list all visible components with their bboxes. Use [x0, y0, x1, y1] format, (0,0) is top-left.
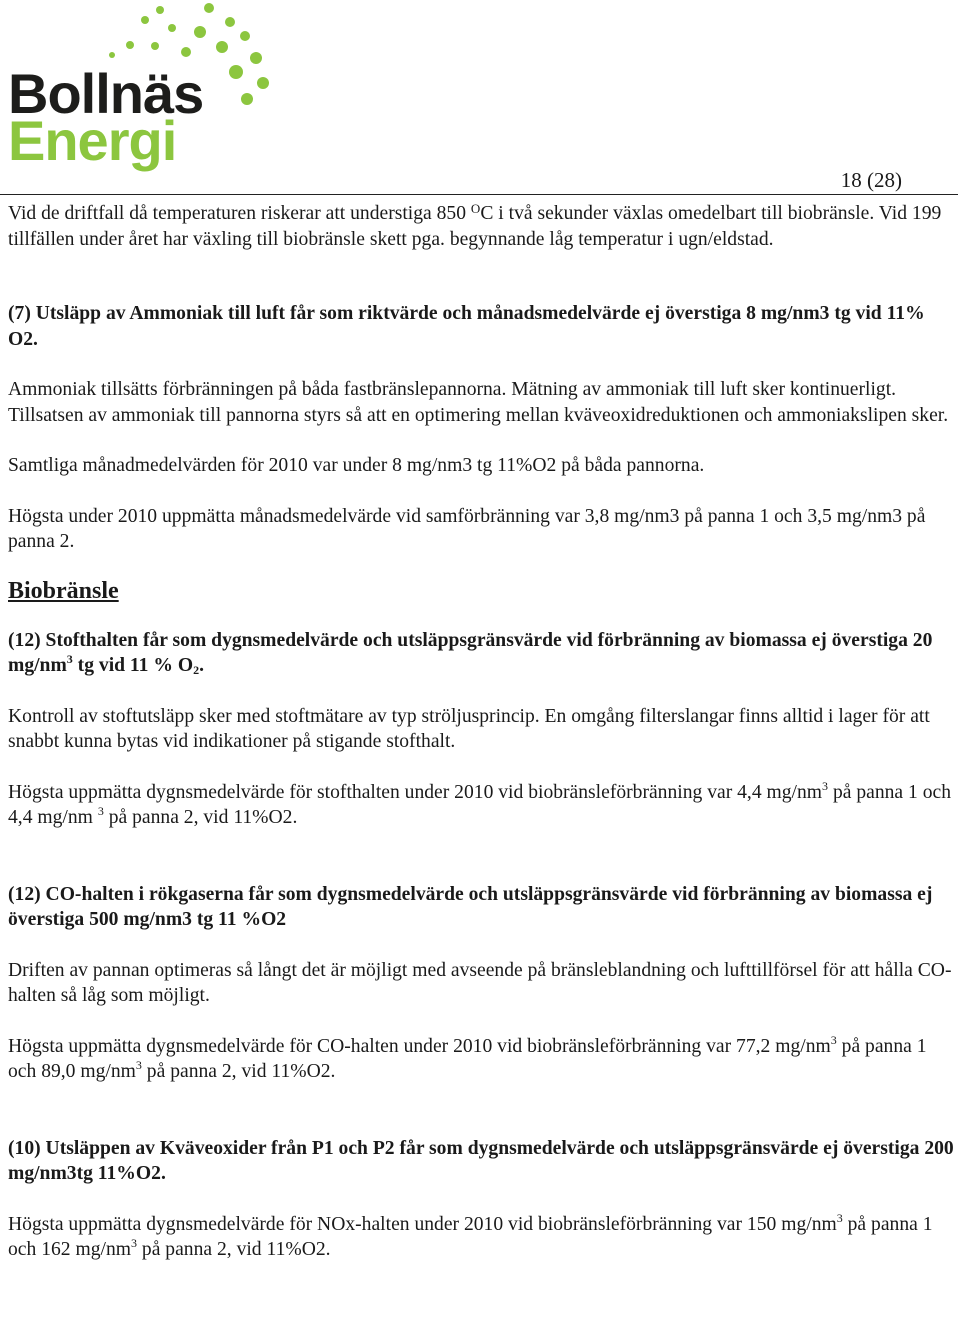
text-fragment: . [199, 655, 204, 676]
superscript: 3 [131, 1236, 137, 1250]
paragraph-co-max [8, 1034, 956, 1085]
text-fragment: C i två sekunder växlas omedelbart till biobränsle. Vid 199 tillfällen under året har växling till biobränsle skett pga. begynnande låg temperatur i ugn/eldstad. [8, 203, 942, 250]
paragraph-dust-max [8, 780, 956, 831]
logo-text-bollnas: Bollnäs [8, 62, 204, 125]
text-fragment: på panna 2, vid 11%O2. [137, 1239, 331, 1260]
superscript: 3 [135, 1058, 142, 1072]
document-body [8, 201, 956, 1263]
heading-dust-limit [8, 628, 956, 679]
text-fragment: (12) Stofthalten får som dygnsmedelvärde och utsläppsgränsvärde vid förbränning av biomassa ej överstiga 20 mg/nm [8, 629, 933, 676]
superscript: 3 [822, 778, 829, 793]
logo-text-energi: Energi [8, 109, 177, 172]
text-fragment: på panna 1 och 89,0 mg/nm [8, 1035, 927, 1082]
heading-nox-limit: (10) Utsläppen av Kväveoxider från P1 och P2 får som dygnsmedelvärde och utsläppsgränsvärde ej överstiga 200 mg/nm3tg 11%O2. [8, 1137, 954, 1184]
header-divider [0, 194, 958, 195]
superscript: 3 [66, 652, 73, 666]
degree-symbol: O [470, 201, 481, 216]
text-fragment: på panna 1 och 4,4 mg/nm [8, 781, 952, 828]
page-number: 18 (28) [840, 168, 902, 192]
subscript: 2 [193, 663, 200, 677]
text-fragment: på panna 1 och 162 mg/nm [8, 1213, 933, 1260]
paragraph-ammonia-monthly: Samtliga månadmedelvärden för 2010 var under 8 mg/nm3 tg 11%O2 på båda pannorna. [8, 455, 705, 476]
text-fragment: på panna 2, vid 11%O2. [141, 1061, 336, 1082]
paragraph-dust-control: Kontroll av stoftutsläpp sker med stoftmätare av typ ströljusprincip. En omgång filterslangar finns alltid i lager för att snabbt kunna bytas vid indikationer på stigande stofthalt. [8, 705, 930, 752]
paragraph-temperature [8, 201, 956, 252]
text-fragment: Vid de driftfall då temperaturen riskerar att understiga 850 [8, 203, 471, 224]
heading-ammonia-limit: (7) Utsläpp av Ammoniak till luft får som riktvärde och månadsmedelvärde ej överstiga 8 mg/nm3 tg vid 11% O2. [8, 303, 925, 350]
text-fragment: Högsta uppmätta dygnsmedelvärde för NOx-halten under 2010 vid biobränsleförbränning var 150 mg/nm [8, 1213, 837, 1235]
superscript: 3 [97, 804, 104, 818]
paragraph-nox-max [8, 1212, 956, 1263]
text-fragment: Högsta uppmätta dygnsmedelvärde för CO-halten under 2010 vid biobränsleförbränning var 77,2 mg/nm [8, 1035, 831, 1057]
heading-co-limit: (12) CO-halten i rökgaserna får som dygnsmedelvärde och utsläppsgränsvärde vid förbränning av biomassa ej överstiga 500 mg/nm3 tg 11 %O2 [8, 883, 933, 930]
paragraph-ammonia-max: Högsta under 2010 uppmätta månadsmedelvärde vid samförbränning var 3,8 mg/nm3 på panna 1 och 3,5 mg/nm3 på panna 2. [8, 505, 926, 552]
superscript: 3 [830, 1032, 837, 1047]
text-fragment: Högsta uppmätta dygnsmedelvärde för stofthalten under 2010 vid biobränsleförbränning var 4,4 mg/nm [8, 781, 823, 803]
paragraph-ammonia-dosing: Ammoniak tillsätts förbränningen på båda fastbränslepannorna. Mätning av ammoniak till luft sker kontinuerligt. Tillsatsen av ammoniak till pannorna styrs så att en optimering mellan kväveoxidreduktionen och ammoniakslipen sker. [8, 379, 949, 426]
superscript: 3 [836, 1210, 843, 1225]
text-fragment: på panna 2, vid 11%O2. [103, 807, 298, 828]
paragraph-co-optimization: Driften av pannan optimeras så långt det är möjligt med avseende på bränsleblandning och lufttillförsel för att hålla CO-halten så låg som möjligt. [8, 959, 952, 1006]
company-logo [4, 0, 274, 170]
text-fragment: tg vid 11 % O [72, 655, 194, 676]
section-heading-biobransle: Biobränsle [8, 577, 119, 604]
